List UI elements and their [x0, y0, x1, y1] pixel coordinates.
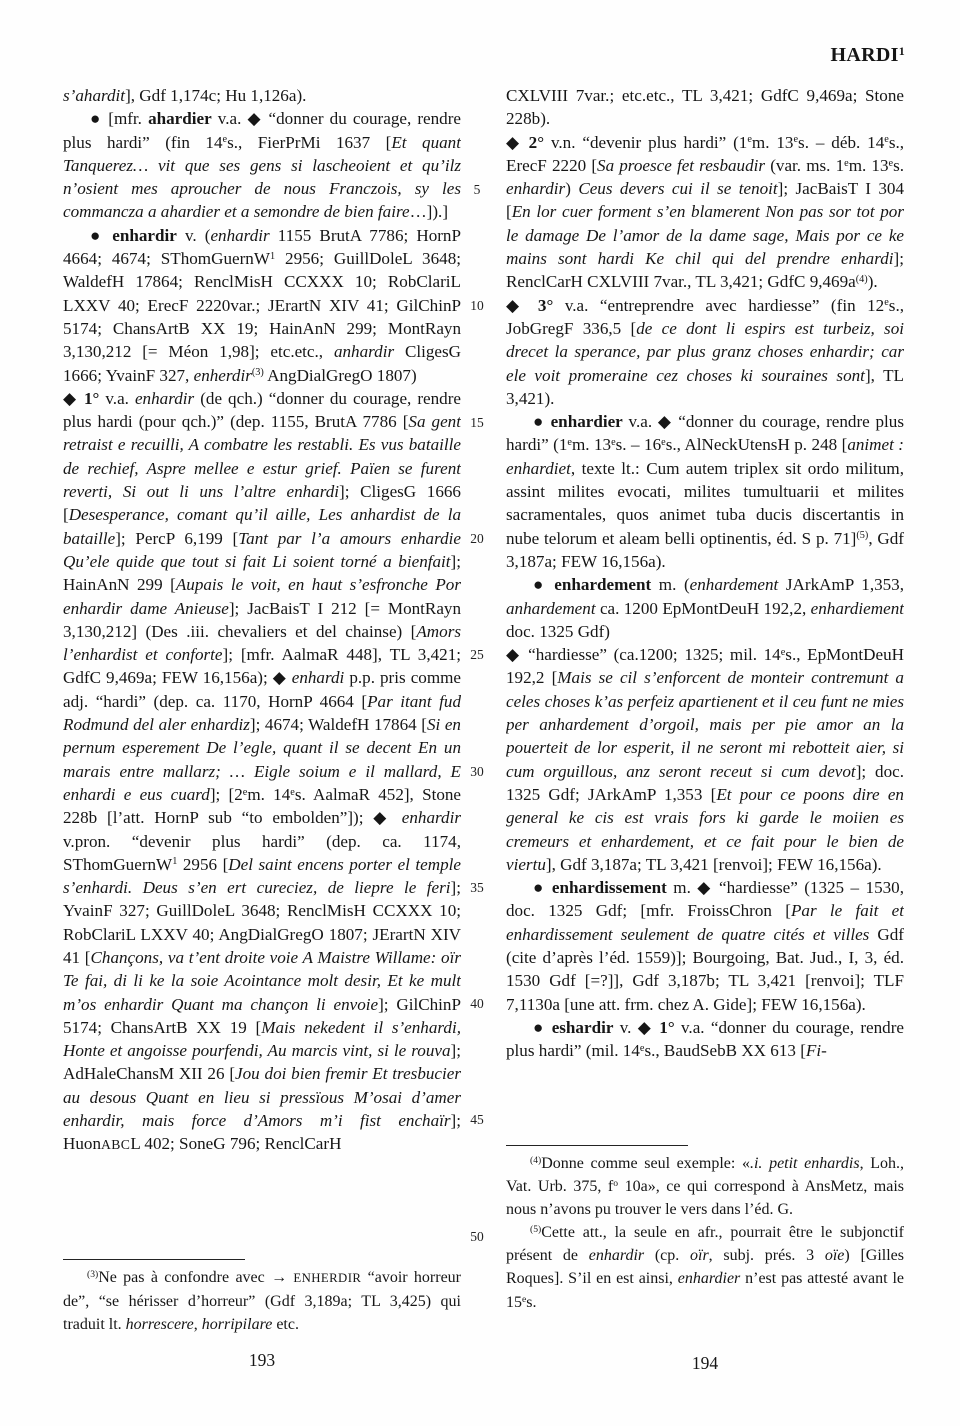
text-run: Aupais le voit, en haut s’esfronche Por enhardir dame Anieuse: [63, 575, 461, 618]
text-run: e: [884, 134, 889, 146]
text-run: e: [661, 437, 666, 449]
text-run: anhardir: [333, 342, 395, 362]
entry-enhardissement: [506, 876, 904, 1016]
text-run: eshardir: [551, 1017, 614, 1037]
text-run: e: [747, 134, 752, 146]
text-run: JArkAmP 1,353,: [778, 575, 904, 595]
text-run: ABC: [101, 1137, 131, 1153]
text-run: horripilare: [201, 1316, 273, 1334]
text-run: e: [567, 437, 572, 449]
text-run: Del saint encens porter el temple s’enhardi. Deus s’en ert cureciez, de liepre le feri: [63, 854, 461, 898]
text-run: ●: [533, 878, 552, 898]
sense-1-enhardir: [63, 387, 461, 1157]
text-run: s., FierPrMi 1637 [: [227, 132, 392, 152]
text-run: enhardiement: [810, 598, 904, 618]
text-run: (4): [530, 1155, 542, 1167]
text-run: Chançons, va t’ent droite voie A Maistre Willame: oïr Te fai, di li ke la soie Acointance molt desir, Et ke mult m’os enhardir Quant ma chançon li envoie: [63, 947, 461, 1014]
text-run: Et pour ce poons dire en general ke cis est vrais fors ki garde le moiien es cremeurs et enhardement, et ce fait pour le bien de viertu: [506, 784, 904, 874]
text-run: m. 14: [247, 784, 291, 804]
text-run: ◆: [506, 132, 529, 152]
text-run: e: [242, 786, 248, 798]
text-run: e: [522, 1293, 527, 1305]
text-run: v.a. “entreprendre avec hardiesse” (fin 12: [553, 295, 885, 315]
text-run: Ne pas à confondre avec →: [98, 1269, 294, 1286]
text-run: s., ErecF 2220 [: [506, 132, 904, 175]
entry-eshardir: [506, 1016, 904, 1063]
text-run: etc.: [272, 1316, 299, 1334]
footnote-separator-left: [63, 1259, 245, 1260]
text-run: (de qch.) “donner du courage, rendre plus hardi (pour qch.)” (dep. 1155, BrutA 7786 [: [63, 388, 461, 432]
text-run: 1: [269, 250, 276, 262]
text-run: m. 13: [751, 132, 794, 152]
text-run: e: [639, 1042, 645, 1054]
line-number-35: 35: [470, 879, 484, 895]
text-run: enhardi: [291, 668, 345, 688]
text-run: ,: [193, 1316, 202, 1334]
text-run: v.a.: [99, 388, 135, 408]
text-run: 2956 [: [177, 854, 229, 874]
text-run: enhardier: [550, 412, 623, 432]
text-run: 2°: [528, 132, 545, 152]
text-run: m. ◆ “hardiesse” (1325 – 1530, doc. 1325 Gdf; [mfr. FroissChron [: [506, 878, 904, 921]
text-run: (3): [87, 1269, 99, 1281]
text-run: 1°: [659, 1017, 675, 1037]
text-run: e: [844, 157, 849, 169]
text-run: ]; [mfr. AalmaR 448], TL 3,421; GdfC 9,469a; FEW 16,156a); ◆: [63, 645, 461, 688]
text-run: ca. 1200 EpMontDeuH 192,2,: [595, 598, 811, 618]
text-run: ]; YvainF 327; GuillDoleL 3648; RenclMisH CCXXX 10; RobClariL LXXV 40; AngDialGregO 1807; JErartN XIV 41 [: [63, 878, 461, 967]
text-run: s., AlNeckUtensH p. 248 [: [665, 435, 848, 455]
text-run: Par le fait et enhardissement seulement de quatre cités et villes: [506, 901, 904, 944]
continuation-ahardir: [63, 84, 461, 107]
text-run: v.pron. “devenir plus hardi” (dep. ca. 1174, SThomGuernW: [63, 831, 461, 874]
text-run: .i. petit enhardis: [749, 1155, 860, 1172]
page-number-right: 194: [691, 1353, 719, 1373]
text-run: Mais se cil s’enforcent de monteir contremunt a celes choses k’as perfeiz apartienent et il ceu funt ne mies per anhardement d’orgoil, mais per pie amor an la pouerteit de lor esperit, il ne seront mi rebotteit aier, si cum orguillous, anz seront receut si cum devot: [506, 668, 904, 781]
text-run: enhardement: [554, 575, 652, 595]
text-run: ●: [533, 412, 551, 432]
text-run: s., JobGregF 336,5 [: [506, 295, 904, 338]
text-run: ahardier: [148, 109, 212, 129]
sense-enhardement-hardiesse: [506, 643, 904, 876]
text-run: , Gdf 3,187a; FEW 16,156a).: [506, 528, 904, 571]
text-run: enhardir: [588, 1247, 645, 1265]
text-run: v.n. “devenir plus hardi” (1: [544, 132, 748, 152]
text-run: enherdir: [193, 365, 252, 385]
sense-2-enhardir: [506, 131, 904, 294]
entry-enhardier: [506, 410, 904, 573]
text-run: ).: [867, 272, 878, 292]
text-run: ]; [2: [209, 784, 243, 804]
text-run: enhardir: [210, 225, 270, 245]
text-run: enhardissement: [551, 878, 667, 898]
text-run: enhardir: [112, 225, 177, 245]
text-run: En lor cuer forment s’en blamerent Non pas sor tot por le damage De l’amor de la dame sage, Mais por ce ke mains sont hardi Ke chil qui del prendre enhardi: [506, 202, 904, 269]
text-run: Par itant fud Rodmund del aler enhardiz: [63, 691, 461, 735]
text-run: Cette att., la seule en afr., pourrait être le subjonctif présent de: [506, 1224, 904, 1265]
text-run: ● [mfr.: [90, 109, 149, 129]
text-run: ) [Gilles Roques]. S’il en est ainsi,: [506, 1247, 904, 1288]
text-run: (5): [530, 1224, 542, 1236]
text-run: ●: [90, 225, 113, 245]
text-run: , texte lt.: Cum autem triplex sit ordo militum, assint milites evocati, milites tumultuarii et milites sacramentales, quos animet tuba ducis discertantis in nube telorum et aleam belli optinentis, éd. S p. 71]: [506, 458, 904, 548]
footnote-3: [63, 1266, 461, 1336]
text-run: enhardir: [134, 388, 195, 408]
text-run: p.p. pris comme adj. “hardi” (dep. ca. 1170, HornP 4664 [: [63, 668, 461, 711]
line-number-30: 30: [470, 763, 484, 779]
text-run: Mais nekedent il s’enhardi, Honte et angoisse pourfendi, Au marcis vint, si le rouva: [63, 1017, 461, 1061]
text-run: ]; AdHaleChansM XII 26 [: [63, 1041, 461, 1084]
line-number-15: 15: [470, 414, 484, 430]
text-run: 10a», ce qui correspond à AnsMetz, mais nous n’avons pu trouver le vers dans l’éd. G.: [506, 1178, 904, 1219]
text-run: Amors l’enhardist et conforte: [63, 621, 461, 665]
text-run: Ceus devers cui il se tenoit: [578, 179, 778, 199]
text-run: s.: [526, 1293, 537, 1311]
running-head: [505, 44, 905, 67]
right-column: [506, 84, 904, 1142]
line-number-45: 45: [470, 1112, 484, 1128]
text-run: animet : enhardiet: [506, 435, 904, 478]
text-run: anhardement: [506, 598, 596, 618]
line-number-5: 5: [473, 182, 481, 197]
text-run: “avoir horreur de”, “se hérisser d’horreur” (Gdf 3,189a; TL 3,425) qui traduit lt.: [63, 1269, 462, 1334]
text-run: ], Gdf 1,174c; Hu 1,126a).: [125, 86, 307, 105]
text-run: Et quant Tanquerez… vit que ses gens si lascheoient et qu’ilz n’osient mes aproucher de nous Franczois, sy les commancza a ahardier et a semondre de bien faire: [63, 132, 461, 222]
text-run: ): [565, 179, 579, 199]
text-run: ●: [533, 1017, 552, 1037]
text-run: s. – déb. 14: [798, 132, 885, 152]
text-run: Tant par l’a amours enhardie Qu’ele quide que tout si fait Li soient torné a bienfait: [63, 528, 461, 571]
text-run: e: [290, 786, 295, 798]
text-run: oïe: [824, 1247, 845, 1265]
text-run: Jou doi bien fremir Et tresbucier au desous Quant en lieu si pressïous M’osai d’amer enhardir, mais force d’Amors m’i fist enchaïr: [63, 1064, 461, 1131]
text-run: enhardement: [689, 575, 779, 595]
text-run: oïr: [690, 1247, 709, 1265]
text-run: e: [884, 297, 889, 309]
text-run: (cp.: [644, 1247, 690, 1265]
text-run: Sa proesce fet resbaudir: [597, 155, 766, 175]
text-run: (4): [855, 274, 868, 286]
text-run: (5): [856, 530, 869, 542]
text-run: ]; GilChinP 5174; ChansArtB XX 19 [: [63, 994, 461, 1037]
text-run: ]; JacBaisT I 212 [= MontRayn 3,130,212] (Des .iii. chevaliers et del chainse) [: [63, 598, 461, 641]
text-run: ], Gdf 3,187a; TL 3,421 [renvoi]; FEW 16,156a).: [545, 854, 882, 874]
line-number-40: 40: [470, 996, 484, 1012]
text-run: horrescere: [125, 1316, 194, 1334]
text-run: ]; 4674; WaldefH 17864 [: [249, 715, 427, 735]
text-run: s.: [893, 155, 904, 175]
text-run: ◆: [506, 295, 538, 315]
text-run: ◆: [63, 388, 84, 408]
text-run: Donne comme seul exemple: «: [541, 1155, 750, 1172]
text-run: Gdf (cite d’après l’éd. 1559)]; Bourgoing, Bat. Jud., I, 3, éd. 1530 Gdf [=?]], Gdf 3,187b; TL 3,421 [renvoi]; TLF 7,1130a [une att. frm. chez A. Gide]; FEW 16,156a).: [506, 924, 904, 1014]
text-run: (var. ms. 1: [765, 155, 845, 175]
text-run: 1°: [83, 388, 100, 408]
line-number-10: 10: [470, 298, 484, 314]
text-run: ]; CligesG 1666 [: [63, 482, 461, 525]
text-run: v. (: [176, 225, 211, 245]
text-run: v.a. ◆ “donner du courage, rendre plus hardi” (fin 14: [63, 109, 461, 152]
continuation-enhardir-refs: [506, 84, 904, 131]
text-run: 2956; GuillDoleL 3648; WaldefH 17864; RenclMisH CCXXX 10; RobClariL LXXV 40; ErecF 2220var.; JErartN XIV 41; GilChinP 5174; ChansArtB XX 19; HainAnN 299; MontRayn 3,130,212 [= Méon 1,98]; etc.etc.,: [63, 249, 461, 362]
text-run: Sa gent retraist e recuilli, A combatre les restabli. Es vus bataille de rechief, Aspre mellee e estur grief. Païen se furent reverti, Si out li uns l’altre enhardi: [63, 412, 461, 502]
footnote-separator-right: [506, 1145, 688, 1146]
running-head-superscript: 1: [898, 43, 905, 58]
text-run: Si en pernum esperement De l’egle, quant il se decent En un marais entre mallarz; … Eigle soium e il mallard, E enhardi e eus cuard: [63, 715, 461, 804]
text-run: de ce dont li espirs est turbeiz, soi drecet la sperance, par plus granz choses enhardir; car ele voit promeraine cez choses ki souraines sont: [506, 318, 904, 385]
text-run: , subj. prés. 3: [708, 1247, 825, 1265]
text-run: s., BaudSebB XX 613 [: [644, 1041, 806, 1061]
text-run: ENHERDIR: [293, 1271, 362, 1285]
text-run: ]; PercP 6,199 [: [115, 528, 239, 548]
text-run: Fi-: [805, 1041, 827, 1061]
line-number-25: 25: [470, 647, 484, 663]
text-run: 1155 BrutA 7786; HornP 4664; 4674; SThomGuernW: [63, 225, 461, 269]
text-run: s. AalmaR 452], Stone 228b [l’att. HornP sub “to embolden”]); ◆: [63, 784, 461, 828]
text-run: n’est pas attesté avant le 15: [506, 1270, 904, 1311]
running-head-word: HARDI: [830, 44, 899, 66]
text-run: ]; RenclCarH CXLVIII 7var., TL 3,421; GdfC 9,469a: [506, 249, 904, 292]
page-number-left: 193: [248, 1350, 276, 1370]
entry-enhardement: [506, 573, 904, 643]
text-run: doc. 1325 Gdf): [506, 621, 610, 641]
text-run: ]; JacBaisT I 304 [: [506, 179, 904, 222]
text-run: s. – 16: [615, 435, 662, 455]
text-run: ], TL 3,421).: [506, 365, 904, 408]
text-run: e: [780, 646, 786, 658]
text-run: enhardir: [401, 808, 461, 828]
text-run: o: [613, 1178, 619, 1190]
text-run: e: [222, 134, 228, 146]
right-footnotes: [506, 1152, 904, 1314]
text-run: s’ahardit: [63, 86, 126, 105]
footnote-4: [506, 1152, 904, 1221]
text-run: v. ◆: [613, 1017, 660, 1037]
text-run: L 402; SoneG 796; RenclCarH: [130, 1134, 342, 1154]
text-run: e: [793, 134, 799, 146]
text-run: (3): [251, 367, 264, 379]
text-run: Desesperance, comant qu’il aille, Les anhardist de la bataille: [63, 505, 461, 548]
left-footnotes: [63, 1266, 461, 1336]
text-run: …]).]: [409, 202, 449, 222]
footnote-5: [506, 1221, 904, 1313]
text-run: AngDialGregO 1807): [263, 365, 417, 385]
text-run: ]; HainAnN 299 [: [63, 551, 461, 595]
line-number-50: 50: [470, 1228, 484, 1244]
entry-ahardier: [63, 107, 461, 223]
text-run: 1: [172, 856, 178, 868]
line-number-20: 20: [470, 530, 484, 546]
text-run: m. 13: [571, 435, 612, 455]
text-run: enhardir: [506, 179, 566, 199]
text-run: v.a. “donner du courage, rendre plus hardi” (mil. 14: [506, 1017, 904, 1061]
entry-enhardir: [63, 224, 461, 387]
text-run: v.a. ◆ “donner du courage, rendre plus hardi” (1: [506, 412, 904, 455]
text-run: , Loh., Vat. Urb. 375, f: [506, 1155, 904, 1196]
text-run: CXLVIII 7var.; etc.etc., TL 3,421; GdfC 9,469a; Stone 228b).: [506, 86, 904, 129]
text-run: m. 13: [848, 155, 889, 175]
sense-3-enhardir: [506, 294, 904, 410]
text-run: ]; doc. 1325 Gdf; JArkAmP 1,353 [: [506, 761, 904, 804]
text-run: 3°: [537, 295, 554, 315]
text-run: ]; Huon: [63, 1111, 461, 1154]
text-run: e: [611, 437, 616, 449]
text-run: ●: [533, 575, 555, 595]
text-run: enhardier: [677, 1270, 741, 1288]
text-run: s., EpMontDeuH 192,2 [: [506, 645, 904, 688]
text-run: CligesG 1666; YvainF 327,: [63, 342, 461, 385]
text-run: e: [888, 157, 894, 169]
text-run: ◆ “hardiesse” (ca.1200; 1325; mil. 14: [506, 645, 781, 665]
text-run: m. (: [651, 575, 690, 595]
left-column: [63, 84, 461, 1256]
